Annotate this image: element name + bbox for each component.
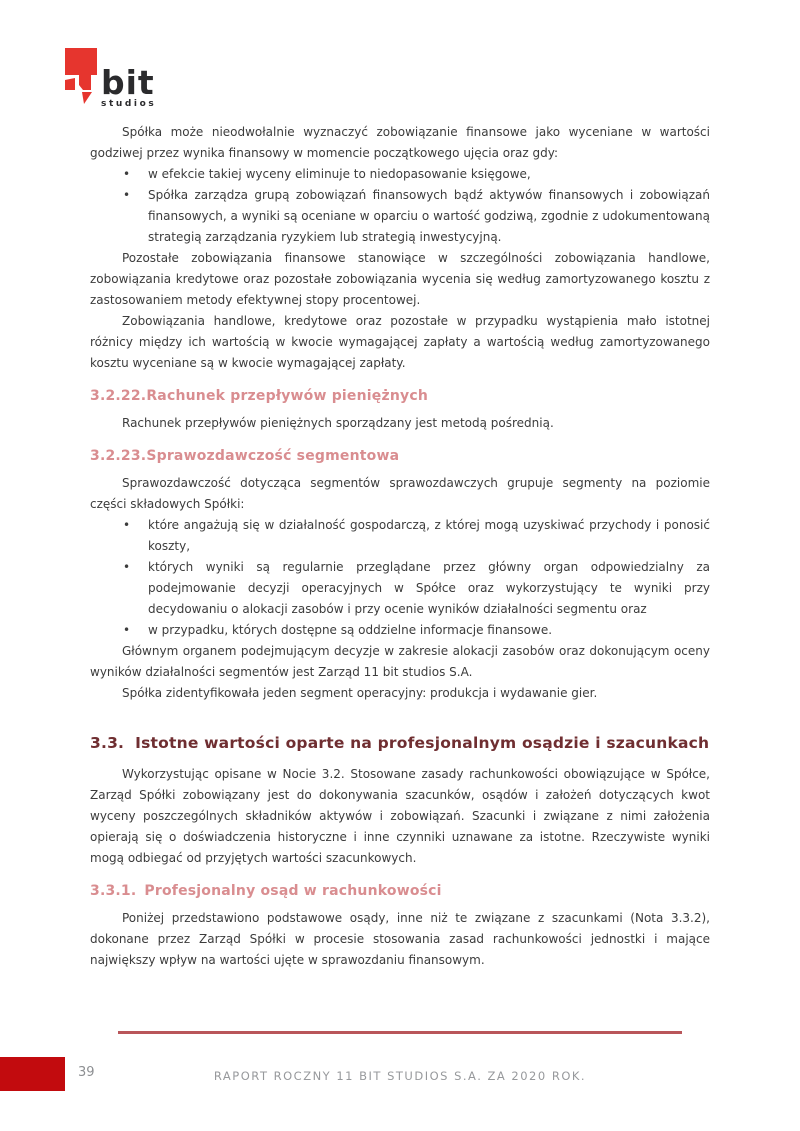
paragraph-glownym: Głównym organem podejmującym decyzje w zakresie alokacji zasobów oraz dokonującym oceny wyników działalności segmentów jest Zarząd 11 bit studios S.A. [90, 644, 710, 679]
heading-number: 3.2.23. [90, 448, 147, 464]
bullet-marker: • [123, 518, 131, 532]
footer-rule [118, 1031, 682, 1034]
paragraph-wykorzystujac: Wykorzystując opisane w Nocie 3.2. Stosowane zasady rachunkowości obowiązujące w Spółce, Zarząd Spółki zobowiązany jest do dokonywania szacunków, osądów i założeń dotyczących kwot wyceny poszczególnych składników aktywów i zobowiązań. Szacunki i związane z nimi założenia opierają się o doświadczenia historyczne i inne czynniki uznawane za istotne. Rzeczywiste wyniki mogą odbiegać od przyjętych wartości szacunkowych. [90, 767, 710, 865]
paragraph-sprawozdawczosc: Sprawozdawczość dotycząca segmentów sprawozdawczych grupuje segmenty na poziomie części składowych Spółki: [90, 476, 710, 511]
bullet-marker: • [123, 188, 131, 202]
bullet-list-a [90, 164, 710, 248]
heading-number: 3.2.22. [90, 388, 147, 404]
heading-3-3-1 [90, 882, 710, 901]
company-logo [65, 47, 185, 115]
logo-wordmark [101, 63, 157, 109]
heading-title: Istotne wartości oparte na profesjonalnym osądzie i szacunkach [135, 734, 710, 752]
paragraph-segment: Spółka zidentyfikowała jeden segment operacyjny: produkcja i wydawanie gier. [122, 686, 598, 700]
list-item [90, 557, 710, 620]
paragraph-zobowiazania: Zobowiązania handlowe, kredytowe oraz pozostałe w przypadku wystąpienia mało istotnej różnicy między ich wartością w kwocie wymagającej zapłaty a wartością według zamortyzowanego kosztu wyceniane są w kwocie wymagającej zapłaty. [90, 314, 710, 370]
heading-number: 3.3.1. [90, 883, 137, 899]
bullet-marker: • [123, 167, 131, 181]
list-item-text: Spółka zarządza grupą zobowiązań finansowych bądź aktywów finansowych i zobowiązań finansowych, a wyniki są oceniane w oparciu o wartość godziwą, zgodnie z udokumentowaną strategią zarządzania ryzykiem lub strategią inwestycyjną. [148, 188, 710, 244]
heading-title: Profesjonalny osąd w rachunkowości [144, 883, 442, 899]
heading-3-3 [90, 733, 710, 753]
list-item [90, 620, 710, 641]
footer-report-title: RAPORT ROCZNY 11 BIT STUDIOS S.A. ZA 2020 ROK. [213, 1069, 587, 1083]
heading-title: Sprawozdawczość segmentowa [146, 448, 400, 464]
paragraph-rachunek: Rachunek przepływów pieniężnych sporządzany jest metodą pośrednią. [122, 416, 554, 430]
list-item-text: które angażują się w działalność gospodarczą, z której mogą uzyskiwać przychody i ponosić koszty, [148, 518, 710, 553]
heading-3-2-23 [90, 447, 710, 466]
list-item [90, 164, 710, 185]
heading-3-2-22 [90, 387, 710, 406]
heading-title: Rachunek przepływów pieniężnych [146, 388, 428, 404]
paragraph-intro: Spółka może nieodwołalnie wyznaczyć zobowiązanie finansowe jako wyceniane w wartości godziwej przez wynika finansowy w momencie początkowego ujęcia oraz gdy: [90, 125, 710, 160]
bullet-marker: • [123, 623, 131, 637]
paragraph-pozostale: Pozostałe zobowiązania finansowe stanowiące w szczególności zobowiązania handlowe, zobowiązania kredytowe oraz pozostałe zobowiązania wycenia się według zamortyzowanego kosztu z zastosowaniem metody efektywnej stopy procentowej. [90, 251, 710, 307]
list-item [90, 515, 710, 557]
logo-word-bit: bit [101, 63, 155, 102]
bullet-list-b [90, 515, 710, 641]
heading-number: 3.3. [90, 734, 125, 752]
paragraph-ponizej: Poniżej przedstawiono podstawowe osądy, inne niż te związane z szacunkami (Nota 3.3.2), dokonane przez Zarząd Spółki w procesie stosowania zasad rachunkowości jednostki i mające największy wpływ na wartości ujęte w sprawozdaniu finansowym. [90, 911, 710, 967]
list-item-text: w przypadku, których dostępne są oddzielne informacje finansowe. [148, 623, 553, 637]
logo-word-studios: studios [101, 99, 157, 109]
list-item-text: w efekcie takiej wyceny eliminuje to niedopasowanie księgowe, [148, 167, 531, 181]
eleven-bit-logo-icon [65, 47, 98, 104]
list-item [90, 185, 710, 248]
page-number: 39 [78, 1065, 95, 1080]
list-item-text: których wyniki są regularnie przeglądane przez główny organ odpowiedzialny za podejmowanie decyzji operacyjnych w Spółce oraz wykorzystujący te wyniki przy decydowaniu o alokacji zasobów i przy ocenie wyników działalności segmentu oraz [148, 560, 710, 616]
document-body [90, 122, 710, 971]
bullet-marker: • [123, 560, 131, 574]
